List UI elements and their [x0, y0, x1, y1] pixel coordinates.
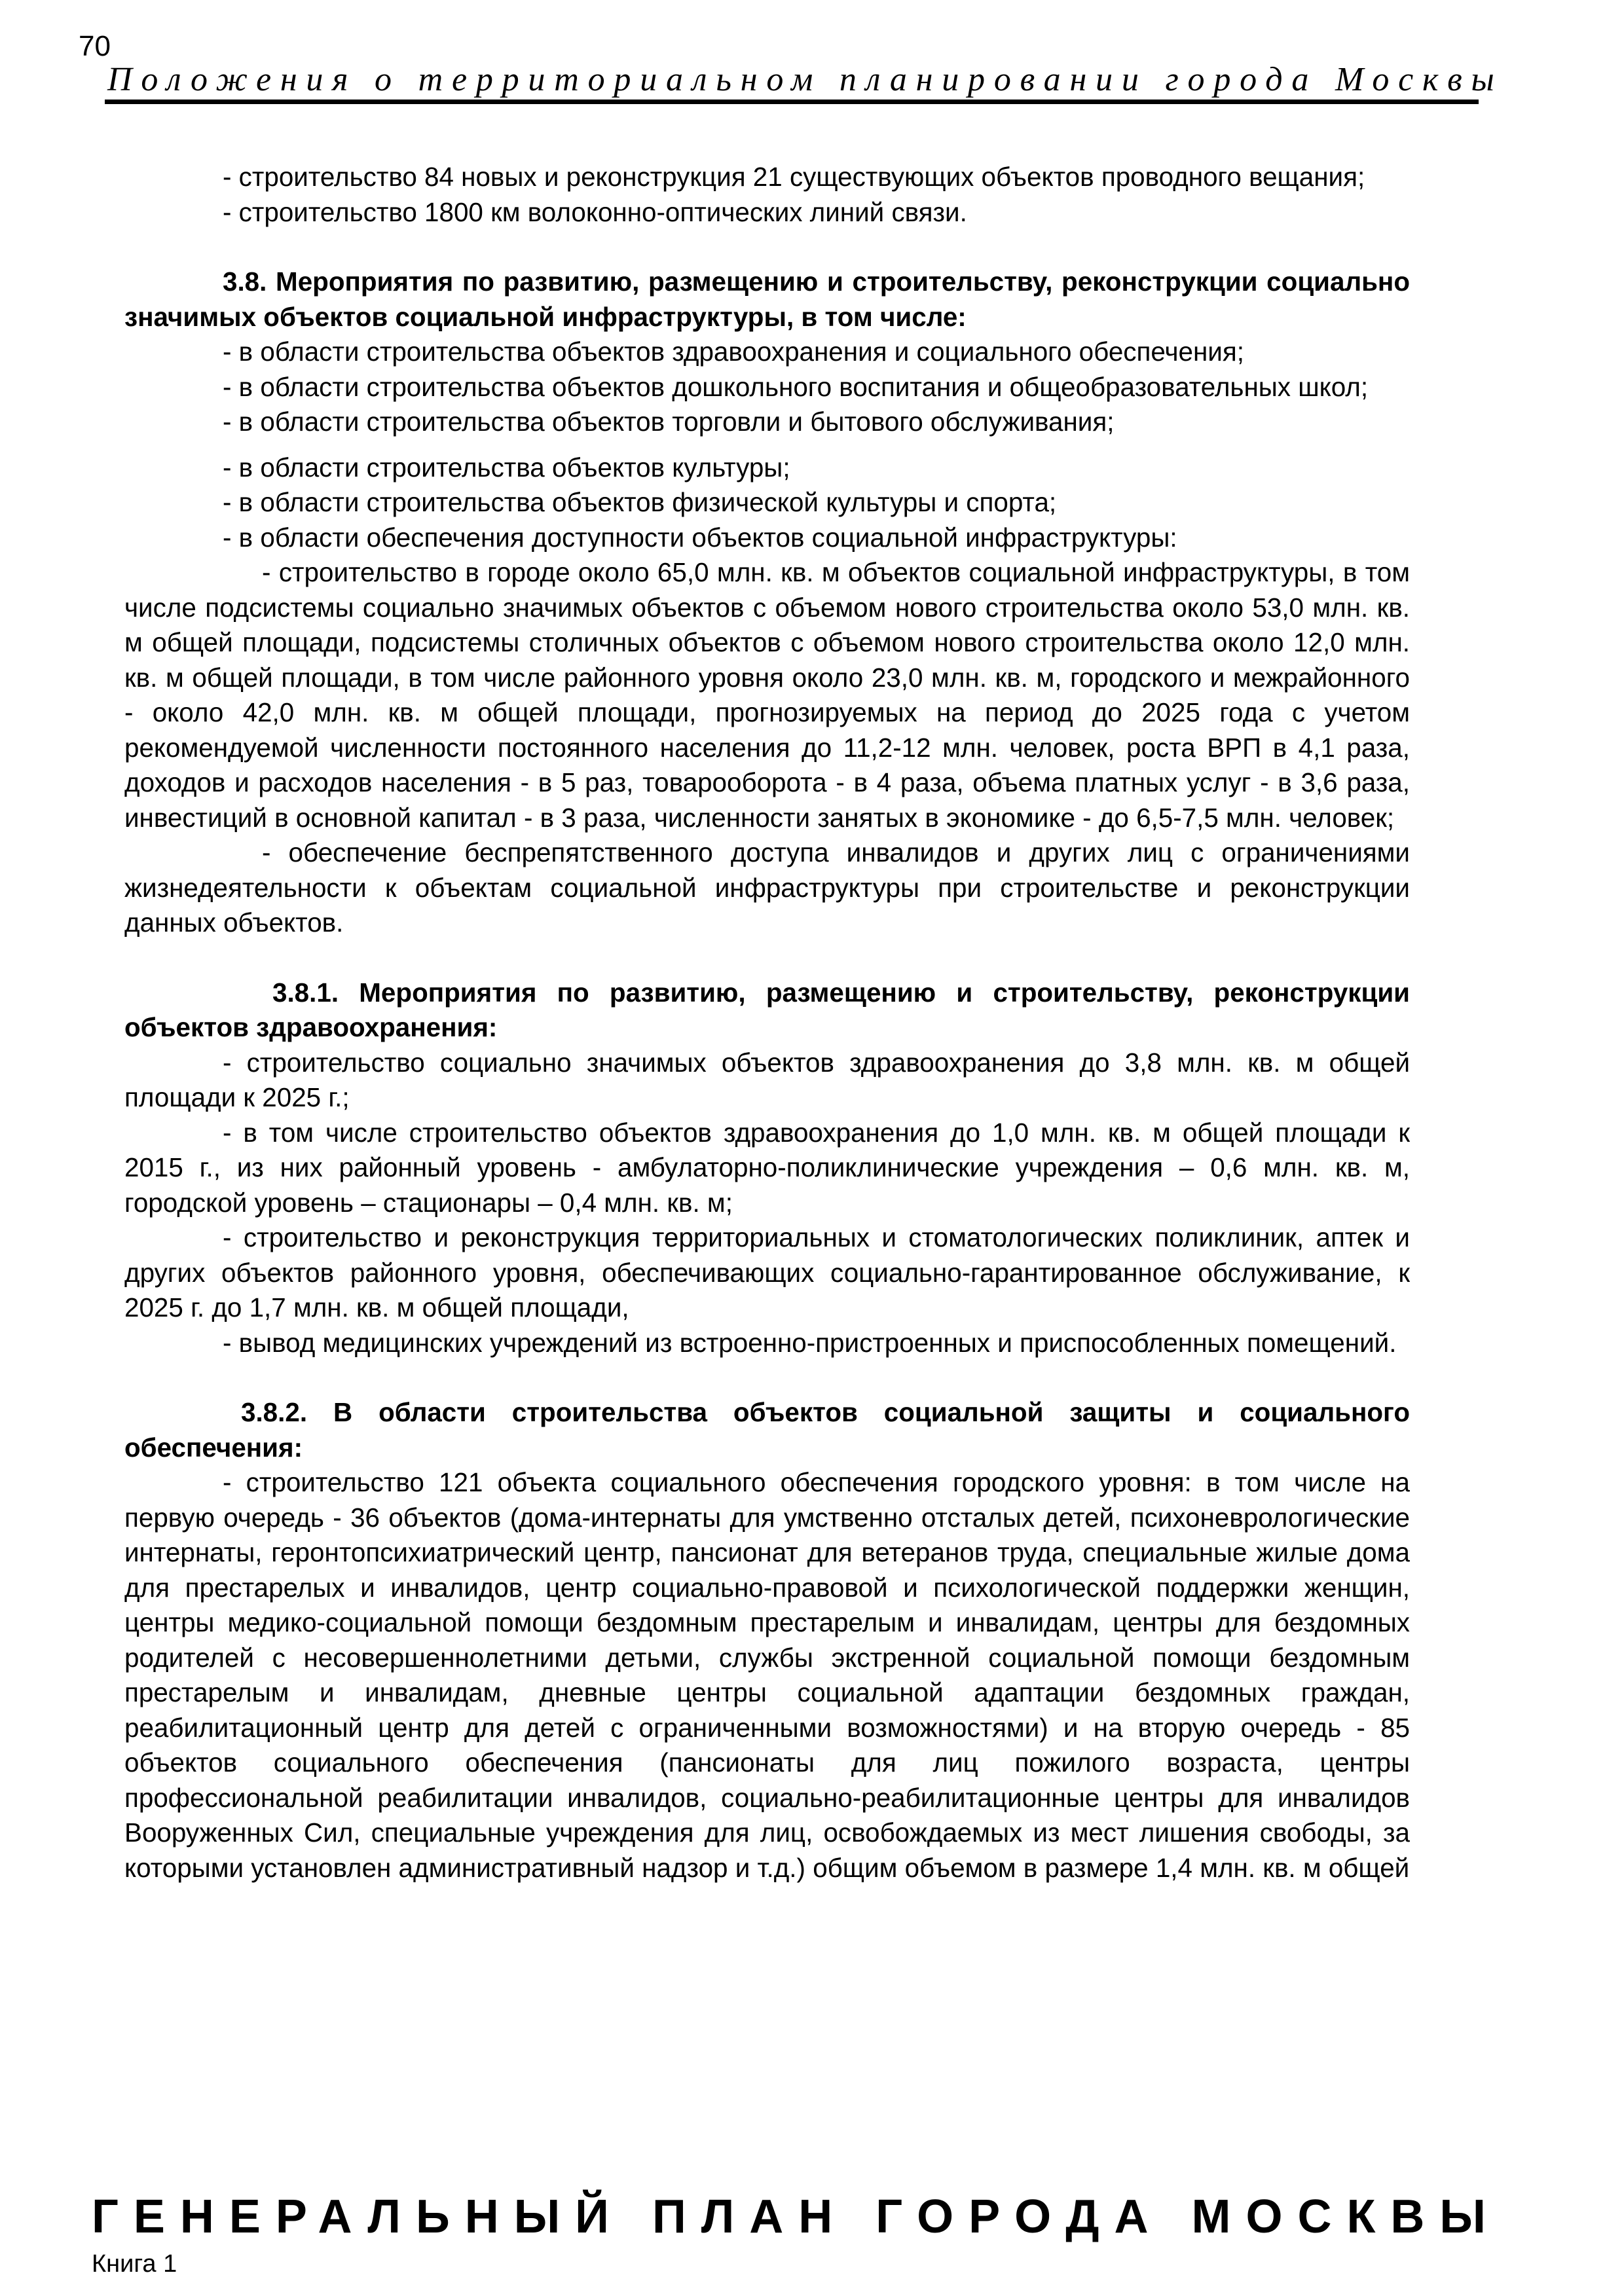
list-item: - строительство социально значимых объектов здравоохранения до 3,8 млн. кв. м общей площади к 2025 г.;: [124, 1047, 1410, 1112]
list-item: - в области строительства объектов физической культуры и спорта;: [223, 487, 1057, 517]
section-heading-3-8: 3.8. Мероприятия по развитию, размещению и строительству, реконструкции социально значимых объектов социальной инфраструктуры, в том числе:: [124, 266, 1410, 332]
footer-title: ГЕНЕРАЛЬНЫЙ ПЛАН ГОРОДА МОСКВЫ: [92, 2191, 1501, 2243]
list-item: - строительство 121 объекта социального обеспечения городского уровня: в том числе на первую очередь - 36 объектов (дома-интернаты для умственно отсталых детей, психоневрологические интернаты, геронтопсихиатрический центр, пансионат для ветеранов труда, специальные жилые дома для престарелых и инвалидов, центр социально-правовой и психологической поддержки женщин, центры медико-социальной помощи бездомным престарелым и инвалидам, центры для бездомных родителей с несовершеннолетними детьми, службы экстренной социальной помощи бездомным престарелым и инвалидам, дневные центры социальной адаптации бездомных граждан, реабилитационный центр для детей с ограниченными возможностями) и на вторую очередь - 85 объектов социального обеспечения (пансионаты для лиц пожилого возраста, центры профессиональной реабилитации инвалидов, социально-реабилитационные центры для инвалидов Вооруженных Сил, специальные учреждения для лиц, освобождаемых из мест лишения свободы, за которыми установлен административный надзор и т.д.) общим объемом в размере 1,4 млн. кв. м общей: [124, 1467, 1410, 1883]
spacer: [124, 941, 1410, 975]
spacer: [124, 440, 1410, 450]
list-item: - строительство и реконструкция территориальных и стоматологических поликлиник, аптек и других объектов районного уровня, обеспечивающих социально-гарантированное обслуживание, к 2025 г. до 1,7 млн. кв. м общей площади,: [124, 1222, 1410, 1322]
header-rule: [105, 100, 1479, 104]
document-body: [124, 160, 1410, 1886]
list-item: - в том числе строительство объектов здравоохранения до 1,0 млн. кв. м общей площади к 2015 г., из них районный уровень - амбулаторно-поликлинические учреждения – 0,6 млн. кв. м, городской уровень – стационары – 0,4 млн. кв. м;: [124, 1117, 1410, 1218]
list-item: - обеспечение беспрепятственного доступа инвалидов и других лиц с ограничениями жизнедеятельности к объектам социальной инфраструктуры при строительстве и реконструкции данных объектов.: [124, 837, 1410, 938]
list-item: - в области строительства объектов здравоохранения и социального обеспечения;: [223, 337, 1244, 367]
paragraph-broadcasting: - строительство 84 новых и реконструкция 21 существующих объектов проводного вещания;: [223, 162, 1365, 192]
list-item: - в области строительства объектов культуры;: [223, 452, 790, 483]
section-heading-3-8-2: 3.8.2. В области строительства объектов социальной защиты и социального обеспечения:: [124, 1397, 1410, 1463]
list-item: - строительство в городе около 65,0 млн. кв. м объектов социальной инфраструктуры, в том числе подсистемы социально значимых объектов с объемом нового строительства около 53,0 млн. кв. м общей площади, подсистемы столичных объектов с объемом нового строительства около 12,0 млн. кв. м общей площади, в том числе районного уровня около 23,0 млн. кв. м, городского и межрайонного - около 42,0 млн. кв. м общей площади, прогнозируемых на период до 2025 года с учетом рекомендуемой численности постоянного населения до 11,2-12 млн. человек, роста ВРП в 4,1 раза, доходов и расходов населения - в 5 раз, товарооборота - в 4 раза, объема платных услуг - в 3,6 раза, инвестиций в основной капитал - в 3 раза, численности занятых в экономике - до 6,5-7,5 млн. человек;: [124, 557, 1410, 833]
list-item: - в области строительства объектов торговли и бытового обслуживания;: [223, 407, 1115, 437]
list-item: - в области строительства объектов дошкольного воспитания и общеобразовательных школ;: [223, 371, 1369, 402]
spacer: [124, 1360, 1410, 1395]
section-heading-3-8-1: 3.8.1. Мероприятия по развитию, размещению и строительству, реконструкции объектов здравоохранения:: [124, 977, 1410, 1042]
page-number: 70: [79, 30, 111, 62]
running-title: Положения о территориальном планировании города Москвы: [107, 61, 1504, 98]
list-item: - в области обеспечения доступности объектов социальной инфраструктуры:: [223, 522, 1177, 553]
paragraph-fiber-lines: - строительство 1800 км волоконно-оптических линий связи.: [223, 196, 967, 227]
footer-book-label: Книга 1: [92, 2250, 177, 2278]
list-item: - вывод медицинских учреждений из встроенно-пристроенных и приспособленных помещений.: [223, 1327, 1397, 1358]
spacer: [124, 230, 1410, 264]
